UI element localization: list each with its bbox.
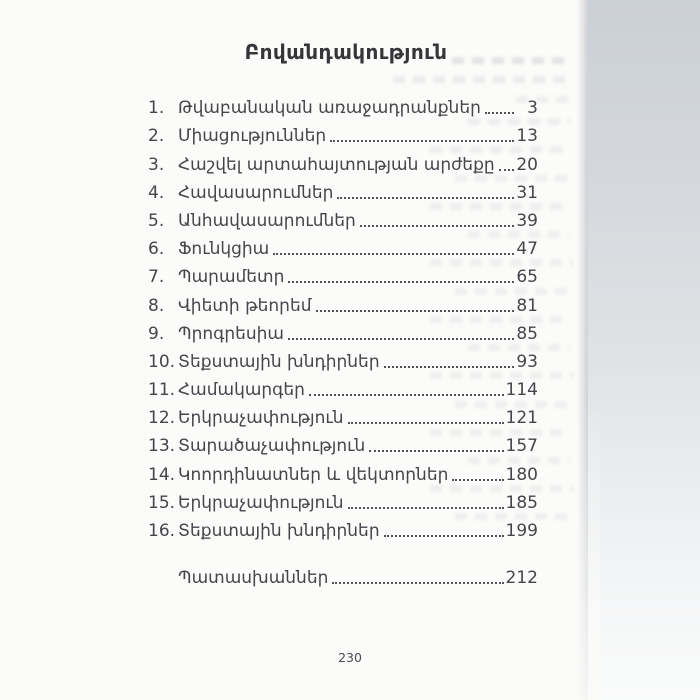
dot-leader [288,338,514,340]
toc-entry [148,458,538,486]
toc-entry-number: 8. [148,295,165,316]
dot-leader [309,394,504,396]
toc-entry-title: Թվաբանական առաջադրանքներ [178,98,481,119]
toc-answers-page: 212 [505,568,538,589]
toc-entry [148,402,538,430]
toc-entry-page: 114 [505,380,538,401]
dot-leader [332,582,503,584]
toc-entry-number: 2. [148,126,165,147]
toc-entry-title: Պրոգրեսիա [178,323,284,344]
dot-leader [288,281,514,283]
dot-leader [337,197,514,199]
toc-entry-page: 199 [505,521,538,541]
dot-leader [316,310,514,312]
current-page-number: 230 [338,650,362,665]
toc-entry-page: 121 [505,408,538,429]
toc-entry-title: Հավասարումներ [178,182,334,203]
toc-entry-title: Երկրաչափություն [178,492,344,513]
toc-entry-number: 14. [148,464,176,485]
toc-entry-page: 20 [516,154,538,175]
toc-entry-page: 3 [527,98,538,119]
toc-entry-title: Երկրաչափություն [178,408,344,429]
toc-entry-page: 157 [505,436,538,457]
toc-entry-number: 13. [148,436,176,457]
toc-entry-page: 180 [505,464,538,485]
toc-entry-page: 47 [516,239,538,260]
toc-entry-number: 10. [148,351,176,372]
toc-entry-title: Միացություններ [178,126,327,147]
toc-entry-page: 81 [516,295,538,316]
toc-answers-title: Պատասխաններ [178,568,329,589]
toc-entry-number: 4. [148,182,165,203]
toc-entry [148,177,538,205]
toc-entry [148,374,538,402]
toc-entry-number: 7. [148,267,165,288]
dot-leader [384,535,504,537]
toc-entry-number: 3. [148,154,165,175]
toc-entry-number: 5. [148,210,165,231]
toc-entry-page: 93 [516,351,538,372]
toc-entry-title: Անհավասարումներ [178,210,356,231]
toc-answers-entry [148,562,538,590]
toc-entry-page: 31 [516,182,538,203]
toc-entry-page: 85 [516,323,538,344]
dot-leader [369,450,503,452]
toc-entry [148,346,538,374]
toc-entry-page: 185 [505,492,538,513]
dot-leader [485,112,514,114]
toc-entry-title: Վիետի թեորեմ [178,295,312,316]
toc-entry [148,148,538,176]
toc-entry-number: 6. [148,239,165,260]
toc-entry-page: 65 [516,267,538,288]
toc-entry-number: 15. [148,492,176,513]
dot-leader [348,507,504,509]
toc-entry [148,233,538,261]
toc-entry-number: 9. [148,323,165,344]
dot-leader [273,253,514,255]
toc-entry-title: Համակարգեր [178,380,305,401]
toc-entry-title: Տեքստային խնդիրներ [178,521,380,541]
toc-entry-title: Ֆունկցիա [178,239,270,260]
toc-entry-number: 1. [148,98,165,119]
dot-leader [348,422,504,424]
toc-entry-number: 11. [148,380,176,401]
toc-entry-number: 12. [148,408,176,429]
toc-entry [148,487,538,515]
toc-entry [148,289,538,317]
toc-title: Բովանդակություն [244,40,448,64]
toc-entry [148,430,538,458]
toc-entry-title: Պարամետր [178,267,285,288]
toc-entry-title: Հաշվել արտահայտության արժեքը [178,154,495,175]
dot-leader [330,140,514,142]
toc-entry-title: Տարածաչափություն [178,436,366,457]
toc-list [148,92,538,543]
dot-leader [452,479,503,481]
toc-entry-number: 16. [148,521,176,541]
dot-leader [499,169,514,171]
toc-entry [148,205,538,233]
toc-entry [148,261,538,289]
toc-entry [148,515,538,543]
toc-entry-page: 13 [516,126,538,147]
toc-entry [148,92,538,120]
toc-entry [148,120,538,148]
dot-leader [384,366,514,368]
toc-entry-title: Տեքստային խնդիրներ [178,351,380,372]
toc-entry-page: 39 [516,210,538,231]
dot-leader [360,225,514,227]
toc-entry [148,318,538,346]
toc-entry-title: Կոորդինատներ և վեկտորներ [178,464,449,485]
